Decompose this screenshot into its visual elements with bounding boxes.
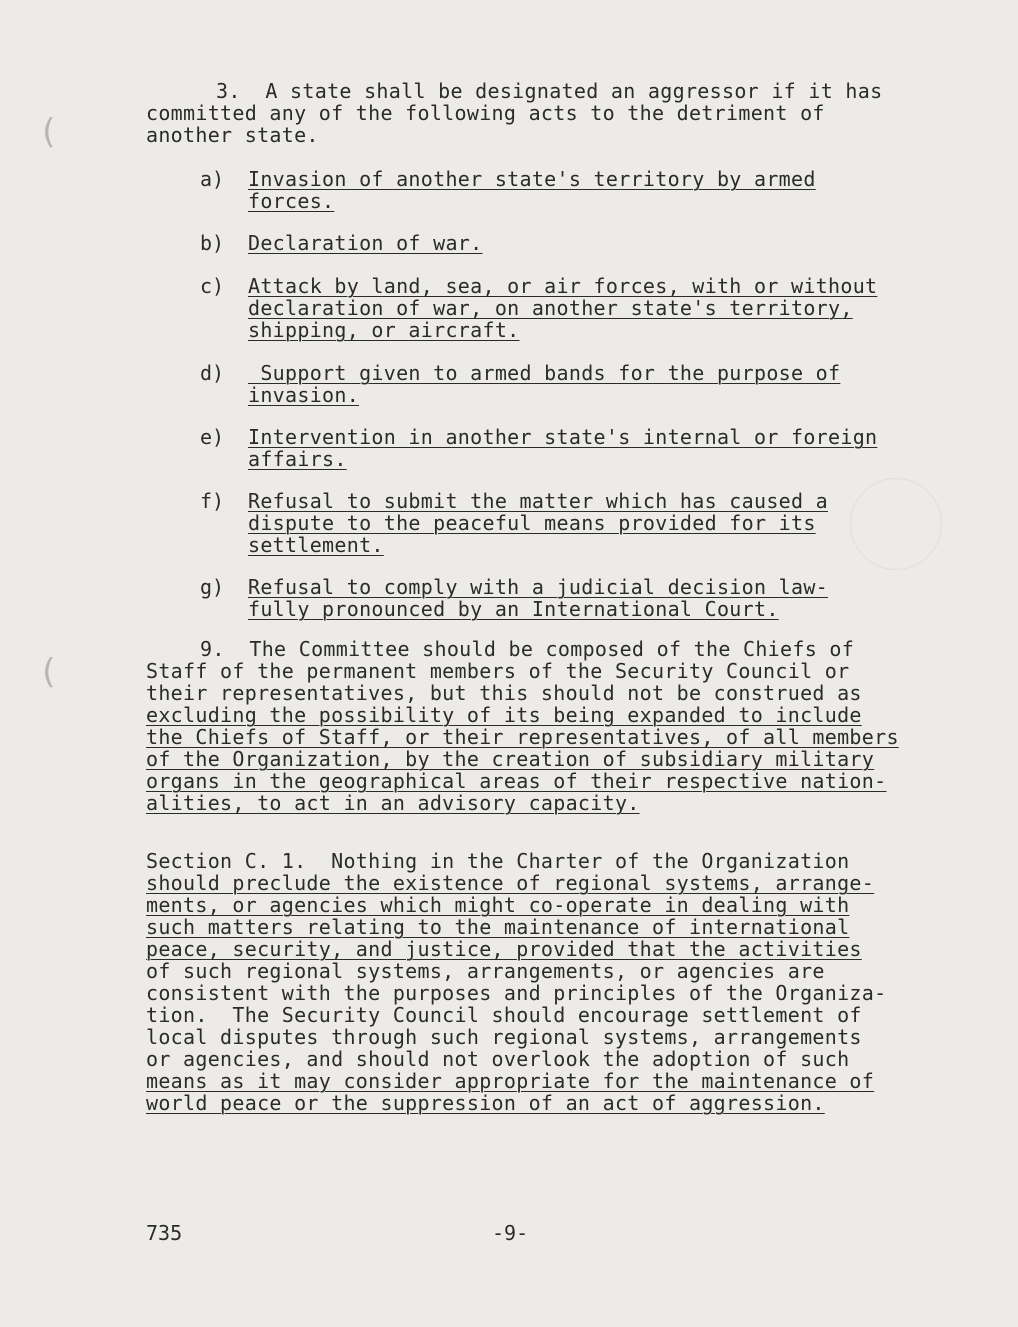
page-number: -9- xyxy=(492,1221,529,1245)
para9-line: their representatives, but this should not be construed as xyxy=(146,681,862,705)
section-c-line: ments, or agencies which might co-operate in dealing with xyxy=(146,893,850,917)
section-c-line: consistent with the purposes and principles of the Organiza- xyxy=(146,981,887,1005)
item-d-line: Support given to armed bands for the purpose of xyxy=(248,361,841,385)
item-d-line: invasion. xyxy=(248,383,360,407)
section-c-line: Section C. 1. Nothing in the Charter of the Organization xyxy=(146,849,850,873)
para3-line: 3. A state shall be designated an aggressor if it has xyxy=(216,79,883,103)
item-c-line: declaration of war, on another state's territory, xyxy=(248,296,853,320)
section-c-line: world peace or the suppression of an act of aggression. xyxy=(146,1091,825,1115)
para9-line: 9. The Committee should be composed of the Chiefs of xyxy=(200,637,855,661)
section-c-line: of such regional systems, arrangements, or agencies are xyxy=(146,959,825,983)
section-c-line: or agencies, and should not overlook the adoption of such xyxy=(146,1047,850,1071)
item-e-line: affairs. xyxy=(248,447,347,471)
document-number: 735 xyxy=(146,1221,183,1245)
para9-line: the Chiefs of Staff, or their representatives, of all members xyxy=(146,725,899,749)
item-label-c: c) xyxy=(200,274,225,298)
item-f-line: dispute to the peaceful means provided for its xyxy=(248,511,816,535)
section-c-line: should preclude the existence of regional systems, arrange- xyxy=(146,871,875,895)
item-e-line: Intervention in another state's internal or foreign xyxy=(248,425,878,449)
item-label-e: e) xyxy=(200,425,225,449)
punch-hole-mark: ( xyxy=(38,112,59,152)
item-a-line: Invasion of another state's territory by armed xyxy=(248,167,816,191)
section-c-line: such matters relating to the maintenance of international xyxy=(146,915,850,939)
item-label-f: f) xyxy=(200,489,225,513)
item-label-g: g) xyxy=(200,575,225,599)
section-c-line: means as it may consider appropriate for the maintenance of xyxy=(146,1069,875,1093)
item-label-b: b) xyxy=(200,231,225,255)
para3-line: committed any of the following acts to the detriment of xyxy=(146,101,825,125)
archive-stamp xyxy=(850,478,942,570)
para9-line: organs in the geographical areas of their respective nation- xyxy=(146,769,887,793)
item-label-a: a) xyxy=(200,167,225,191)
para9-line: excluding the possibility of its being expanded to include xyxy=(146,703,862,727)
item-a-line: forces. xyxy=(248,189,335,213)
item-f-line: Refusal to submit the matter which has caused a xyxy=(248,489,829,513)
para9-line: of the Organization, by the creation of subsidiary military xyxy=(146,747,875,771)
item-g-line: fully pronounced by an International Court. xyxy=(248,597,779,621)
item-f-line: settlement. xyxy=(248,533,384,557)
para9-line: Staff of the permanent members of the Security Council or xyxy=(146,659,850,683)
section-c-line: local disputes through such regional systems, arrangements xyxy=(146,1025,862,1049)
punch-hole-mark: ( xyxy=(38,652,59,692)
section-c-line: tion. The Security Council should encourage settlement of xyxy=(146,1003,862,1027)
item-b-line: Declaration of war. xyxy=(248,231,483,255)
item-label-d: d) xyxy=(200,361,225,385)
section-c-line: peace, security, and justice, provided that the activities xyxy=(146,937,862,961)
para9-line: alities, to act in an advisory capacity. xyxy=(146,791,640,815)
item-c-line: shipping, or aircraft. xyxy=(248,318,520,342)
para3-line: another state. xyxy=(146,123,319,147)
item-g-line: Refusal to comply with a judicial decision law- xyxy=(248,575,829,599)
item-c-line: Attack by land, sea, or air forces, with or without xyxy=(248,274,878,298)
